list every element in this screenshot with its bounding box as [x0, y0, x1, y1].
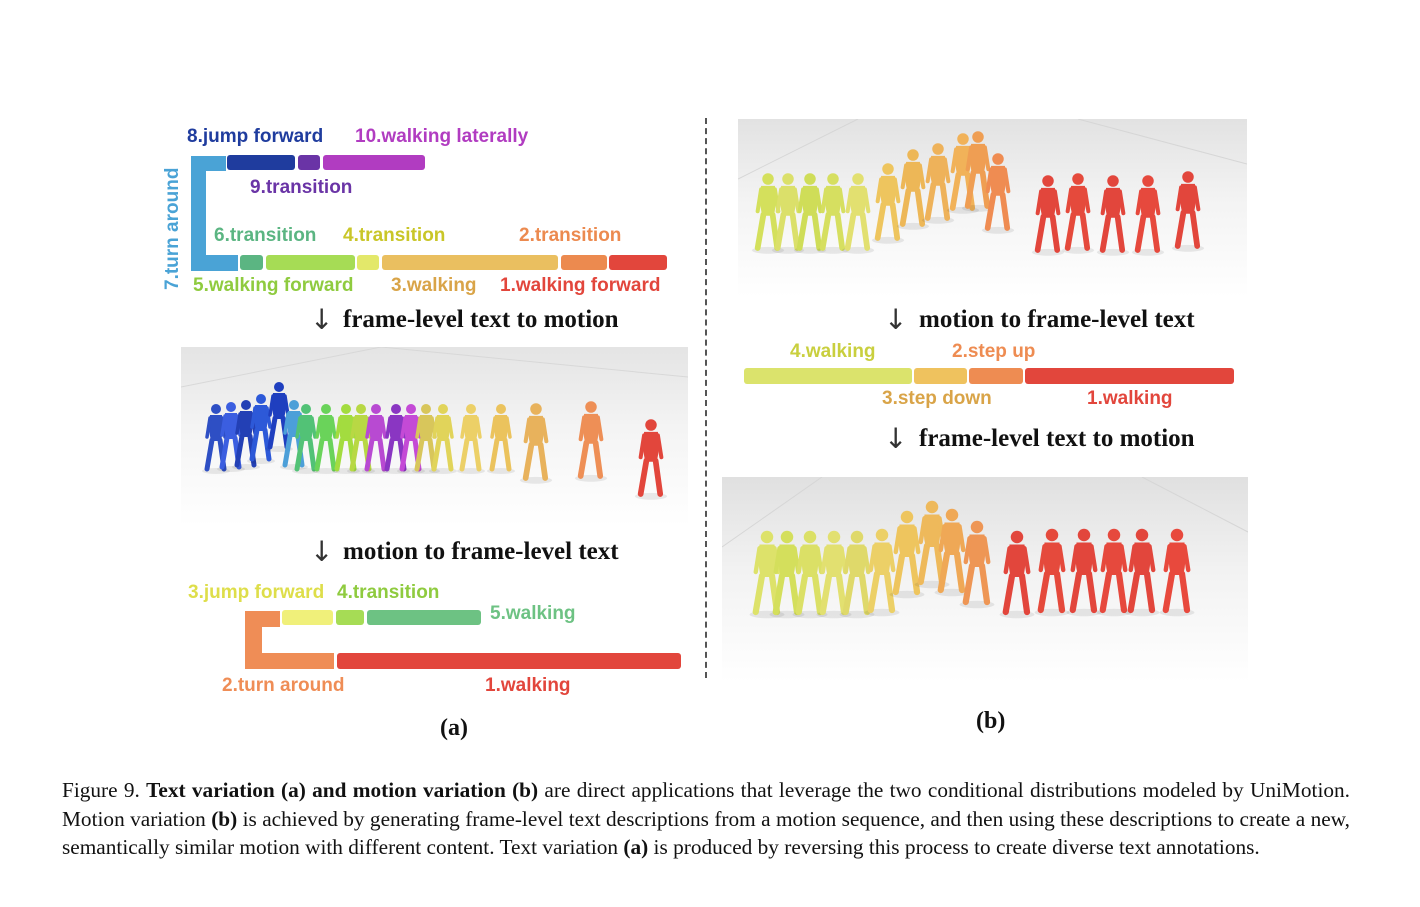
- bar-b-jump-forward: [282, 610, 333, 625]
- bar-step-down: [914, 368, 967, 384]
- arrow-text-b1: motion to frame-level text: [919, 306, 1195, 333]
- down-arrow-icon: ↓: [884, 303, 908, 336]
- label-jump-forward: 8.jump forward: [187, 126, 324, 147]
- label-b-transition: 4.transition: [337, 582, 440, 603]
- motion-render-a: [181, 347, 688, 526]
- motion-render-b1-figure: [738, 119, 1247, 297]
- label-walking-3: 3.walking: [391, 275, 477, 296]
- bar-transition-4: [357, 255, 379, 270]
- label-walking-1: 1.walking: [1087, 388, 1173, 409]
- bar-walking-4: [744, 368, 912, 384]
- panel-divider: [705, 118, 707, 678]
- motion-render-a-figure: [181, 347, 688, 526]
- caption-figure-label: Figure 9.: [62, 778, 140, 802]
- bar-transition-6: [240, 255, 263, 270]
- bar-walking-1: [1025, 368, 1234, 384]
- label-b-turn-around: 2.turn around: [222, 675, 345, 696]
- bar-walking-laterally: [323, 155, 425, 170]
- label-b-walking-5: 5.walking: [490, 603, 576, 624]
- label-turn-around: 7.turn around: [162, 167, 183, 290]
- motion-render-b2-figure: [722, 477, 1248, 682]
- bar-walking-forward-1: [609, 255, 667, 270]
- caption-bold-2: (b): [211, 806, 238, 831]
- caption-bold-1: Text variation (a) and motion variation (b): [146, 778, 539, 802]
- label-walking-laterally: 10.walking laterally: [355, 126, 529, 147]
- label-transition-2: 2.transition: [519, 225, 622, 246]
- bar-step-up: [969, 368, 1023, 384]
- caption-text-3: is produced by reversing this process to create diverse text annotations.: [648, 835, 1260, 859]
- label-transition-9: 9.transition: [250, 177, 353, 198]
- label-b-jump-forward: 3.jump forward: [188, 582, 325, 603]
- caption-bold-3: (a): [623, 835, 649, 859]
- label-transition-4: 4.transition: [343, 225, 446, 246]
- motion-render-b-input: [738, 119, 1247, 297]
- down-arrow-icon: ↓: [310, 535, 334, 568]
- motion-render-b-output: [722, 477, 1248, 682]
- label-step-up: 2.step up: [952, 341, 1036, 362]
- label-b-walking-1: 1.walking: [485, 675, 571, 696]
- arrow-text-a2: motion to frame-level text: [343, 538, 619, 565]
- bar-transition-2: [561, 255, 607, 270]
- arrow-text-b2: frame-level text to motion: [919, 425, 1195, 452]
- label-walking-forward-5: 5.walking forward: [193, 275, 354, 296]
- down-arrow-icon: ↓: [310, 303, 334, 336]
- caption-text-2: is achieved by generating frame-level text descriptions from a motion sequence, and then using these descriptions to create a new, semantically similar motion with different content. Text variation: [62, 806, 1350, 859]
- caption-text-1: are direct applications that leverage the two conditional distributions modeled by UniMotion. Motion variation: [62, 778, 1350, 831]
- bar-walking-3: [382, 255, 558, 270]
- label-walking-forward-1: 1.walking forward: [500, 275, 661, 296]
- bar-walking-forward-5: [266, 255, 355, 270]
- down-arrow-icon: ↓: [884, 422, 908, 455]
- bar-b-walking-5: [367, 610, 481, 625]
- subfigure-label-a: (a): [440, 715, 468, 741]
- label-transition-6: 6.transition: [214, 225, 317, 246]
- label-step-down: 3.step down: [882, 388, 992, 409]
- bar-b-transition: [336, 610, 364, 625]
- bar-jump-forward: [227, 155, 295, 170]
- label-walking-4: 4.walking: [790, 341, 876, 362]
- arrow-text-a1: frame-level text to motion: [343, 306, 619, 333]
- figure-caption: [62, 776, 1350, 862]
- bar-transition-9: [298, 155, 320, 170]
- turn-around-bracket: [188, 153, 248, 283]
- bar-b-walking-1: [337, 653, 681, 669]
- subfigure-label-b: (b): [976, 708, 1006, 734]
